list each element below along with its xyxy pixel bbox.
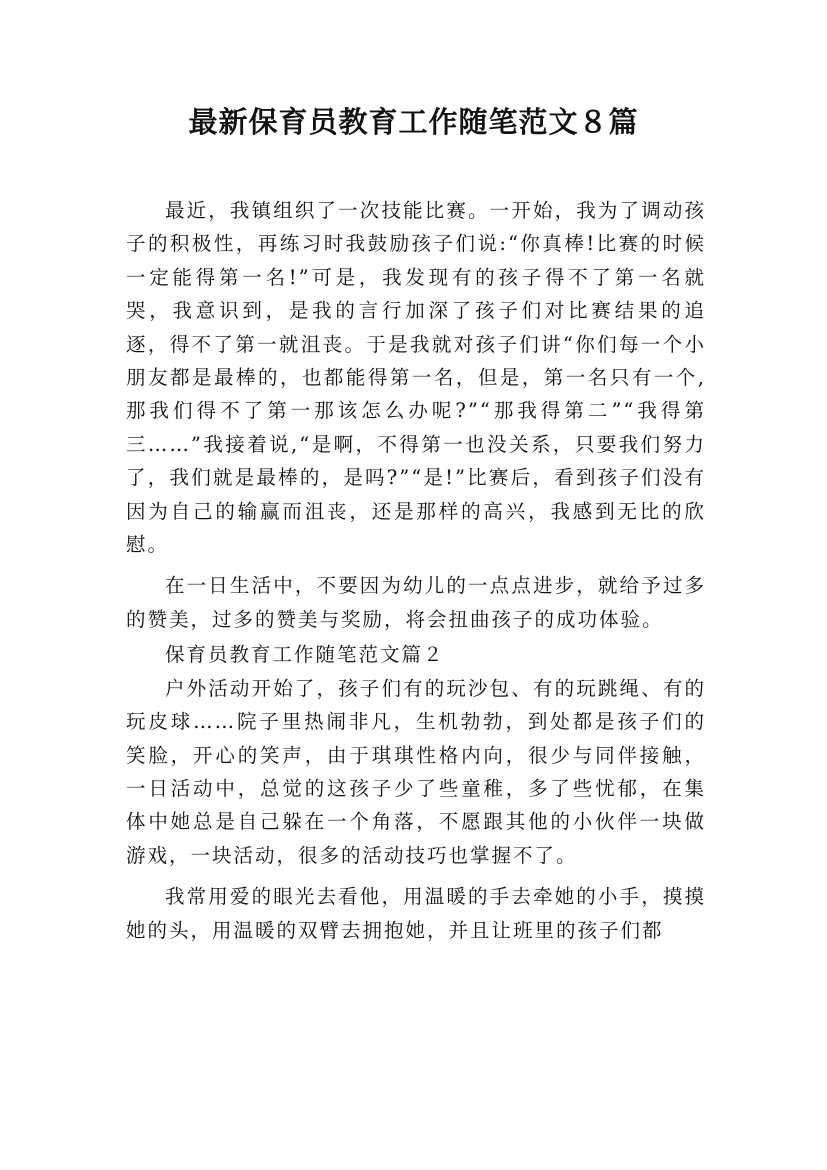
- document-body: [126, 194, 706, 947]
- section-heading: 保育员教育工作随笔范文篇２: [165, 643, 445, 667]
- paragraph-caring-child: 我常用爱的眼光去看他，用温暖的手去牵她的小手，摸摸她的头，用温暖的双臂去拥抱她，并且让班里的孩子们都: [126, 885, 706, 942]
- document-title: 最新保育员教育工作随笔范文８篇: [188, 105, 639, 139]
- paragraph-outdoor-activity: 户外活动开始了，孩子们有的玩沙包、有的玩跳绳、有的玩皮球……院子里热闹非凡，生机勃勃，到处都是孩子们的笑脸，开心的笑声，由于琪琪性格内向，很少与同伴接触，一日活动中，总觉的这孩子少了些童稚，多了些忧郁，在集体中她总是自己躲在一个角落，不愿跟其他的小伙伴一块做游戏，一块活动，很多的活动技巧也掌握不了。: [126, 676, 706, 867]
- paragraph-skill-competition: 最近，我镇组织了一次技能比赛。一开始，我为了调动孩子的积极性，再练习时我鼓励孩子们说:“你真棒!比赛的时候一定能得第一名!”可是，我发现有的孩子得不了第一名就哭，我意识到，是我的言行加深了孩子们对比赛结果的追逐，得不了第一就沮丧。于是我就对孩子们讲“你们每一个小朋友都是最棒的，也都能得第一名，但是，第一名只有一个,那我们得不了第一那该怎么办呢?”“那我得第二”“我得第三……”我接着说,“是啊，不得第一也没关系，只要我们努力了，我们就是最棒的，是吗?”“是!”比赛后，看到孩子们没有因为自己的输赢而沮丧，还是那样的高兴，我感到无比的欣慰。: [126, 199, 706, 557]
- paragraph-praise-advice: 在一日生活中，不要因为幼儿的一点点进步，就给予过多的赞美，过多的赞美与奖励，将会扭曲孩子的成功体验。: [126, 574, 706, 631]
